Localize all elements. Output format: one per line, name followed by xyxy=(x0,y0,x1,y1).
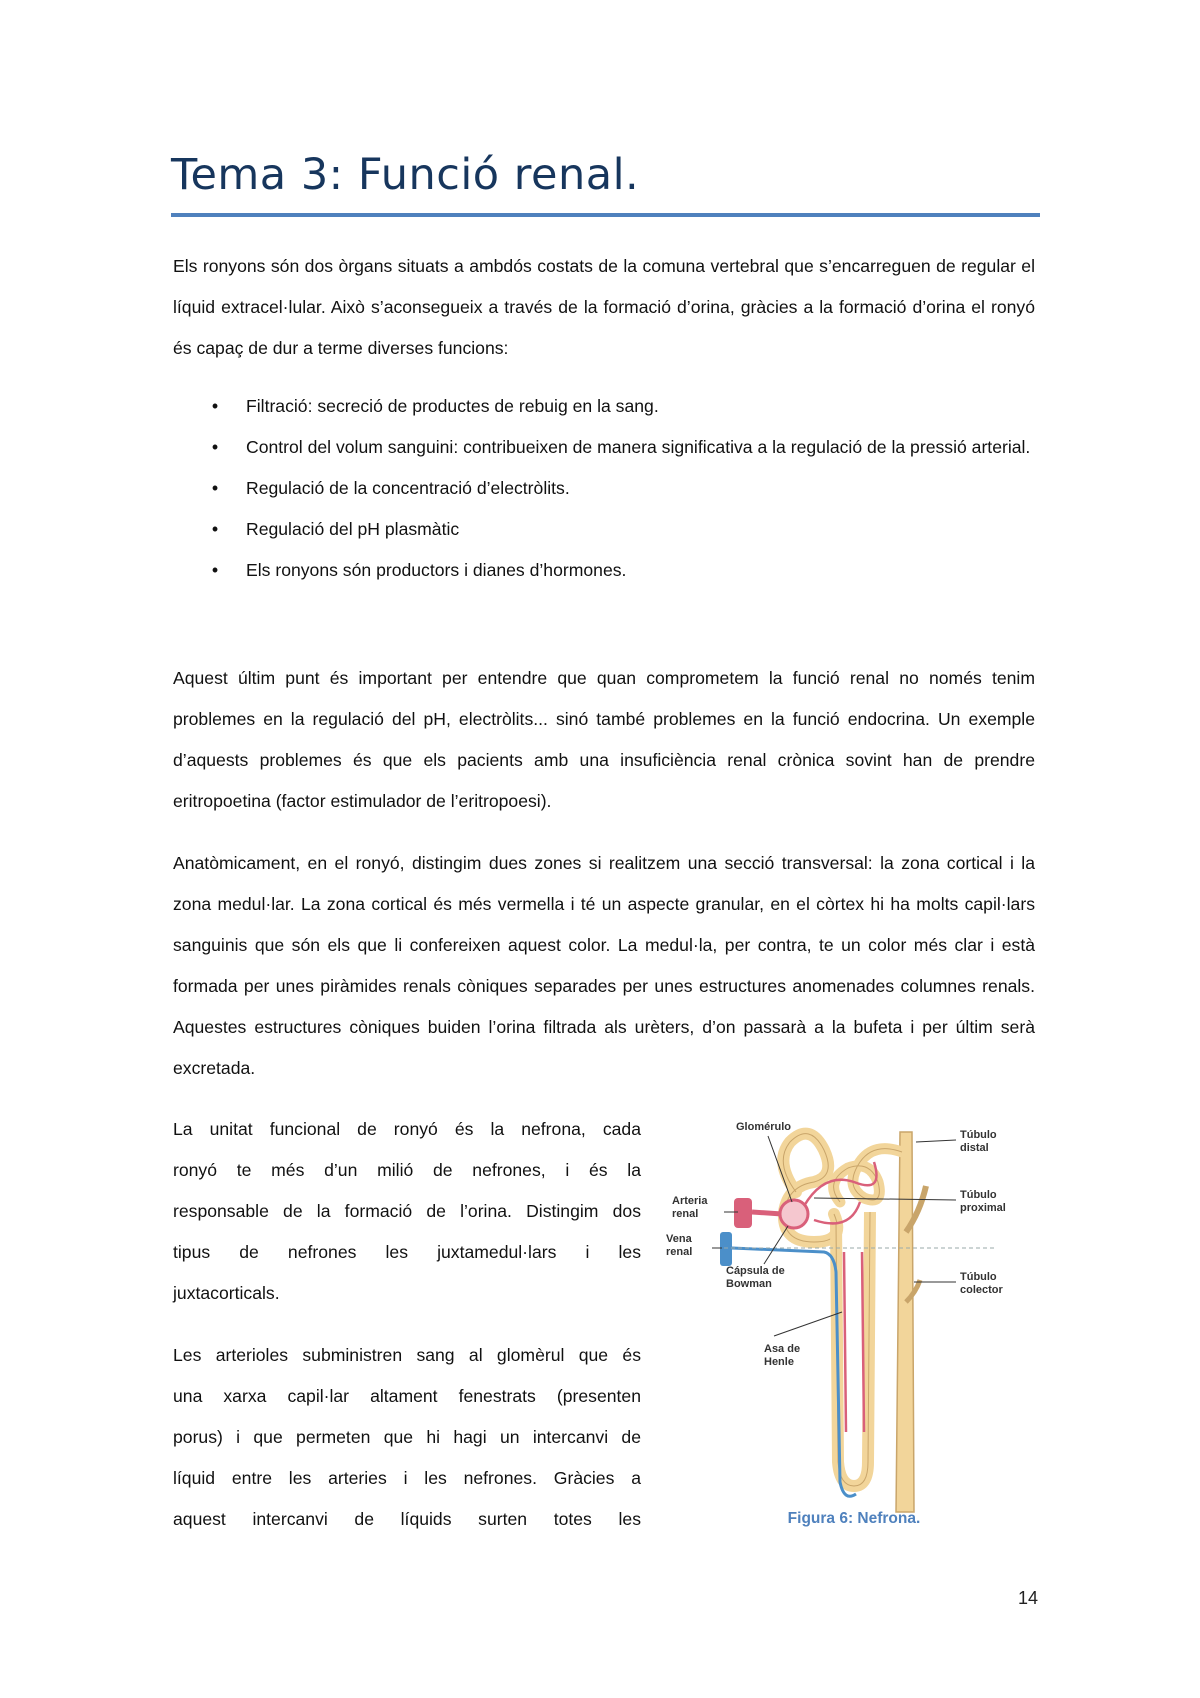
endocrine-paragraph: Aquest últim punt és important per entendre que quan comprometem la funció renal no només tenim problemes en la regulació del pH, electròlits... sinó també problemes en la funció endocrina. Un exemple d’aquests problemes és que els pacients amb una insuficiència renal crònica sovint han de prendre eritropoetina (factor estimulador de l’eritropoesi). xyxy=(173,668,1035,811)
anatomy-paragraph: Anatòmicament, en el ronyó, distingim dues zones si realitzem una secció transversal: la zona cortical i la zona medul·lar. La zona cortical és més vermella i té un aspecte granular, en el còrtex hi ha molts capil·lars sanguinis que són els que li confereixen aquest color. La medul·la, per contra, te un color més clar i està formada per unes piràmides renals còniques separades per unes estructures anomenades columnes renals. Aquestes estructures còniques buiden l’orina filtrada als urèters, d’on passarà a la bufeta i per últim serà excretada. xyxy=(173,853,1035,1078)
title-underline xyxy=(171,213,1040,217)
list-item xyxy=(173,468,1035,509)
label-asa-henle: Henle xyxy=(764,1356,794,1368)
collecting-duct xyxy=(896,1132,914,1512)
distal-tubule xyxy=(834,1149,902,1202)
text-line: La unitat funcional de ronyó és la nefrona, cada xyxy=(173,1119,641,1139)
arterioles-paragraph xyxy=(173,1335,641,1540)
intro-paragraph: Els ronyons són dos òrgans situats a ambdós costats de la comuna vertebral que s’encarreguen de regular el líquid extracel·lular. Això s’aconsegueix a través de la formació d’orina, gràcies a la formació d’orina el ronyó és capaç de dur a terme diverses funcions: xyxy=(173,256,1035,358)
label-asa-henle: Asa de xyxy=(764,1343,801,1355)
bullet-icon: • xyxy=(211,478,219,498)
list-item-text: Els ronyons són productors i dianes d’hormones. xyxy=(246,560,627,580)
bullet-icon: • xyxy=(211,560,219,580)
nephron-paragraph xyxy=(173,1109,641,1314)
text-line: tipus de nefrones les juxtamedul·lars i les xyxy=(173,1242,641,1262)
list-item-text: Regulació de la concentració d’electròlits. xyxy=(246,478,570,498)
list-item xyxy=(173,386,1035,427)
text-line: Les arterioles subministren sang al glomèrul que és xyxy=(173,1345,641,1365)
text-line: porus) i que permeten que hi hagi un intercanvi de xyxy=(173,1427,641,1447)
text-line: líquid entre les arteries i les nefrones. Gràcies a xyxy=(173,1468,641,1488)
afferent-arteriole xyxy=(752,1212,782,1214)
nephron-figure xyxy=(664,1102,1044,1522)
label-tubulo-colector: Túbulo xyxy=(960,1271,997,1283)
figure-caption: Figura 6: Nefrona. xyxy=(787,1510,921,1527)
text-line: juxtacorticals. xyxy=(173,1283,280,1303)
loop-of-henle xyxy=(836,1212,870,1486)
label-arteria-renal: renal xyxy=(672,1208,699,1220)
list-item xyxy=(173,550,1035,591)
text-line: responsable de la formació de l’orina. Distingim dos xyxy=(173,1201,641,1221)
text-line: una xarxa capil·lar altament fenestrats (presenten xyxy=(173,1386,641,1406)
label-vena-renal: renal xyxy=(666,1246,693,1258)
label-capsula-bowman: Cápsula de xyxy=(726,1265,785,1277)
functions-list xyxy=(173,386,1035,591)
label-capsula-bowman: Bowman xyxy=(726,1278,772,1290)
label-tubulo-distal: Túbulo xyxy=(960,1129,997,1141)
list-item-text: Control del volum sanguini: contribueixen de manera significativa a la regulació de la pressió arterial. xyxy=(246,437,1031,457)
page-number: 14 xyxy=(1017,1588,1038,1608)
label-tubulo-proximal: proximal xyxy=(960,1202,1006,1214)
label-tubulo-colector: colector xyxy=(960,1284,1003,1296)
page-title: Tema 3: Funció renal. xyxy=(171,150,640,200)
label-arteria-renal: Arteria xyxy=(672,1195,708,1207)
bullet-icon: • xyxy=(211,437,219,457)
list-item-text: Regulació del pH plasmàtic xyxy=(246,519,460,539)
label-tubulo-proximal: Túbulo xyxy=(960,1189,997,1201)
leader-line xyxy=(916,1140,956,1142)
list-item xyxy=(173,427,1035,468)
bullet-icon: • xyxy=(211,396,219,416)
list-item xyxy=(173,509,1035,550)
label-tubulo-distal: distal xyxy=(960,1142,989,1154)
text-line: aquest intercanvi de líquids surten totes les xyxy=(173,1509,641,1529)
label-vena-renal: Vena xyxy=(666,1233,692,1245)
label-glomerulo: Glomérulo xyxy=(736,1121,792,1133)
text-line: ronyó te més d’un milió de nefrones, i és la xyxy=(173,1160,641,1180)
bullet-icon: • xyxy=(211,519,219,539)
renal-artery xyxy=(734,1198,752,1228)
leader-line xyxy=(764,1226,788,1264)
list-item-text: Filtració: secreció de productes de rebuig en la sang. xyxy=(246,396,659,416)
renal-vein xyxy=(720,1232,732,1266)
